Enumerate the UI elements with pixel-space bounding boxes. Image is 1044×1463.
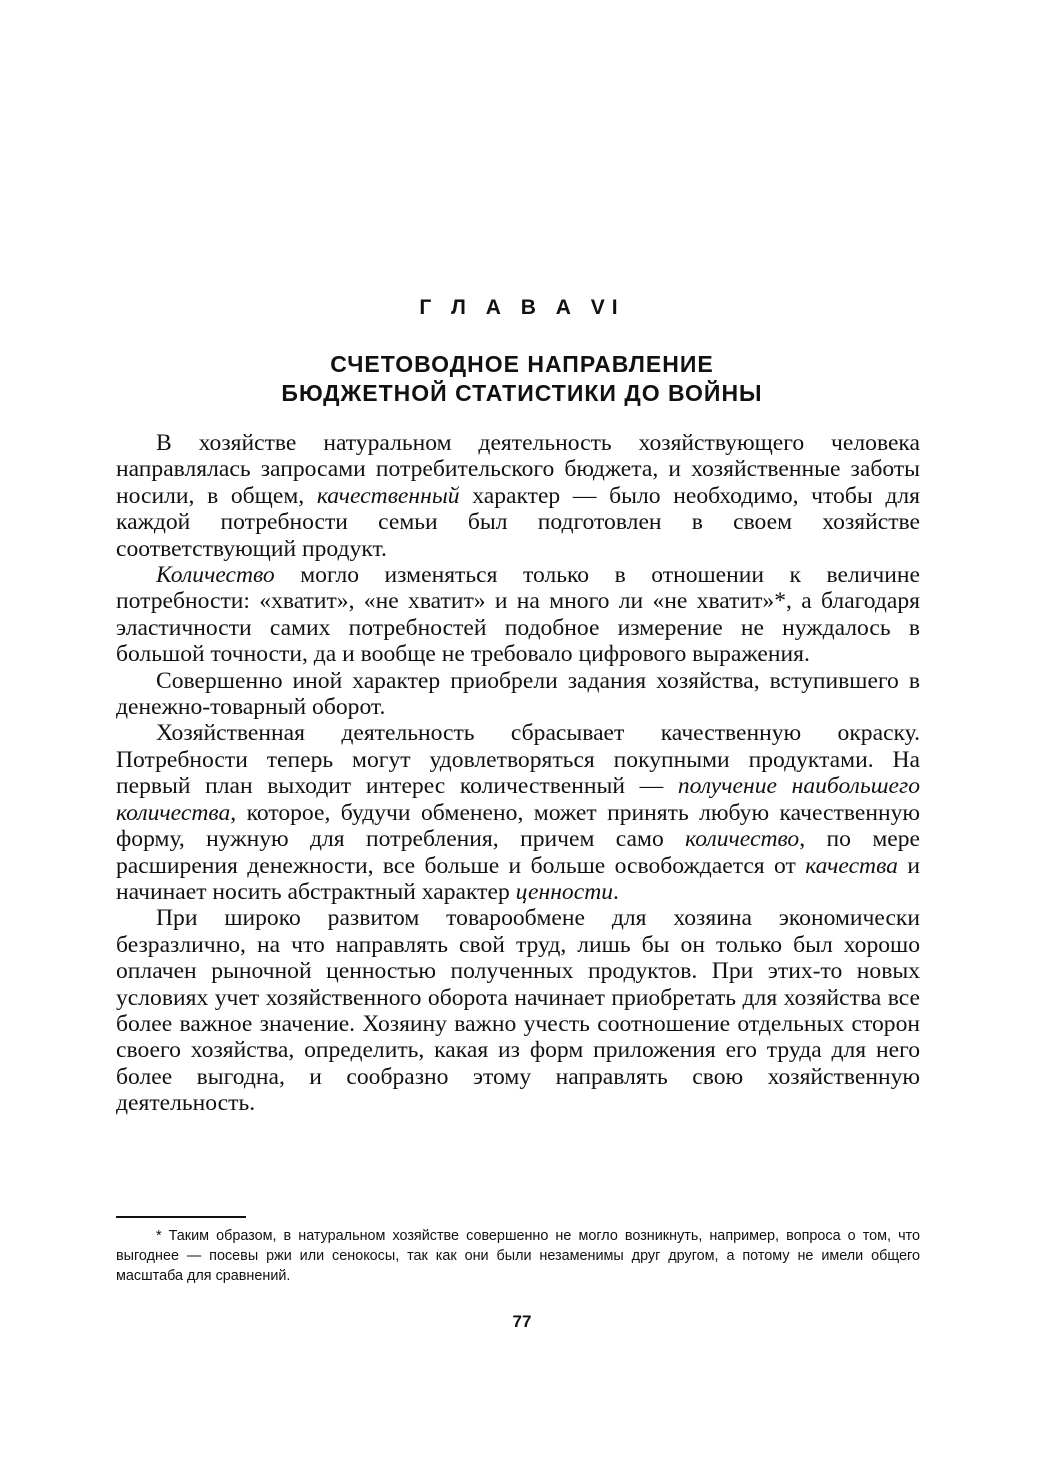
chapter-heading: Г Л А В А VI	[419, 296, 625, 319]
paragraph-4-text-4: и начинает носить абстрактный характер	[116, 852, 921, 905]
paragraph-4-text-3: , по мере расширения денежности, все больше и больше освобождается от	[116, 826, 920, 879]
footnote	[116, 1226, 920, 1286]
page-number: 77	[512, 1312, 532, 1331]
paragraph-4-text-1: Хозяйственная деятельность сбрасывает качественную окраску. Потребности теперь могут удовлетворяться покупными продуктами. На первый план выходит интерес количественный —	[116, 720, 920, 800]
body-text	[116, 430, 920, 1117]
chapter-title	[0, 350, 1044, 408]
paragraph-5-text-1: При широко развитом товарообмене для хозяина экономически безразлично, на что направлять свой труд, лишь бы он только был хорошо оплачен рыночной ценностью полученных продуктов. При этих-то новых условиях учет хозяйственного оборота начинает приобретать для хозяйства все более важное значение. Хозяину важно учесть соотношение отдельных сторон своего хозяйства, определить, какая из форм приложения его труда для него более выгодна, и сообразно этому направлять свою хозяйственную деятельность.	[116, 905, 920, 1117]
paragraph-2	[116, 562, 920, 668]
chapter-title-line-1: СЧЕТОВОДНОЕ НАПРАВЛЕНИЕ	[330, 351, 714, 377]
paragraph-3	[116, 668, 920, 721]
paragraph-2-text-1: могло изменяться только в отношении к величине потребности: «хватит», «не хватит» и на много ли «не хватит»*, а благодаря эластичности самих потребностей подобное измерение не нуждалось в большой точности, да и вообще не требовало цифрового выражения.	[116, 562, 920, 668]
paragraph-4-italic-1: получение наибольшего количества	[116, 773, 920, 826]
paragraph-1-text-2: характер — было необходимо, чтобы для каждой потребности семьи был подготовлен в своем хозяйстве соответствующий продукт.	[116, 482, 920, 562]
footnote-divider	[116, 1216, 246, 1218]
paragraph-4-text-5: .	[613, 878, 619, 905]
footnote-text: * Таким образом, в натуральном хозяйстве совершенно не могло возникнуть, например, вопроса о том, что выгоднее — посевы ржи или сенокосы, так как они были незаменимы друг другом, а потому не имели общего масштаба для сравнений.	[116, 1228, 920, 1284]
paragraph-4-italic-3: качества	[805, 852, 898, 879]
paragraph-1	[116, 430, 920, 562]
paragraph-3-text-1: Совершенно иной характер приобрели задания хозяйства, вступившего в денежно-товарный оборот.	[116, 667, 920, 721]
paragraph-2-italic-1: Количество	[156, 562, 275, 589]
paragraph-1-text-1: В хозяйстве натуральном деятельность хозяйствующего человека направлялась запросами потребительского бюджета, и хозяйственные заботы носили, в общем,	[116, 430, 920, 509]
paragraph-1-italic-1: качественный	[316, 482, 460, 509]
paragraph-4	[116, 720, 920, 905]
paragraph-4-text-2: , которое, будучи обменено, может принять любую качественную форму, нужную для потребления, причем само	[116, 799, 920, 853]
paragraph-5	[116, 905, 920, 1116]
paragraph-4-italic-4: ценности	[515, 878, 614, 905]
chapter-title-line-2: БЮДЖЕТНОЙ СТАТИСТИКИ ДО ВОЙНЫ	[281, 380, 763, 406]
paragraph-4-italic-2: количество	[685, 826, 800, 853]
